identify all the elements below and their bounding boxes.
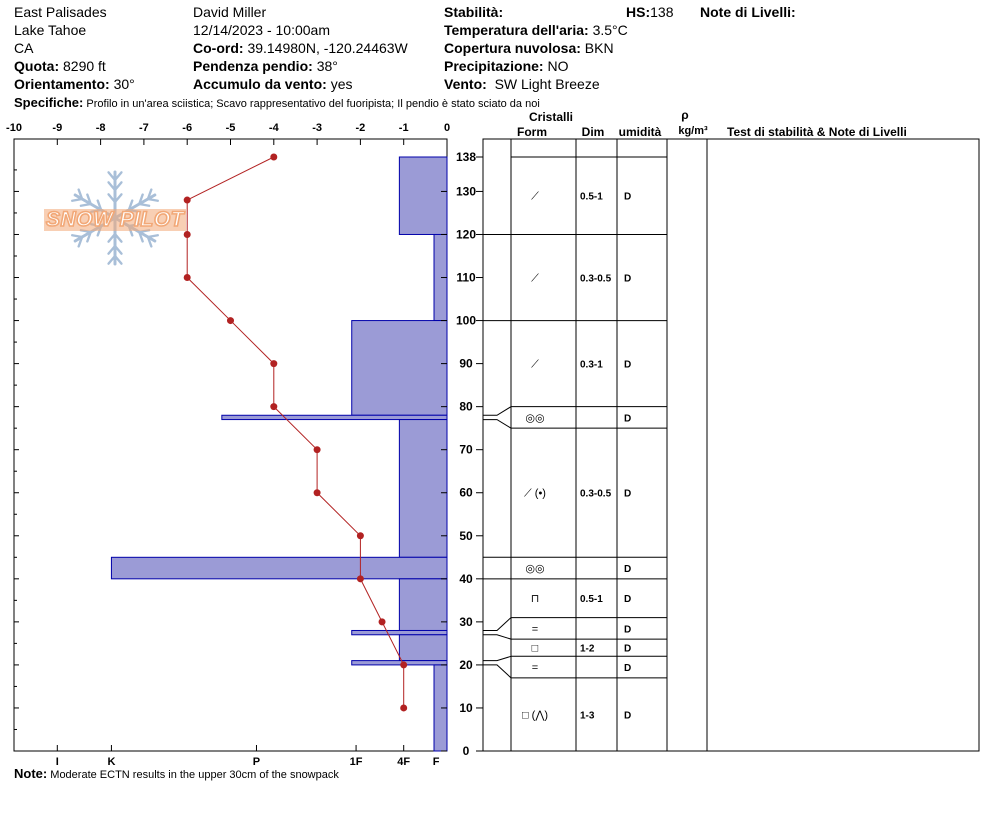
layer-notes-label: Note di Livelli: — [700, 4, 796, 20]
temp-tick-label: -9 — [52, 122, 63, 134]
temperature-point — [270, 154, 277, 161]
hardness-tick-label: 4F — [397, 756, 411, 768]
aspect-label: Orientamento: — [14, 76, 110, 92]
layer-connector — [483, 618, 511, 631]
observer: David Miller — [193, 4, 267, 20]
temp-tick-label: -6 — [182, 122, 193, 134]
layer-connector — [483, 420, 511, 429]
layer-connector — [483, 665, 511, 678]
layer-moisture: D — [624, 710, 632, 722]
temperature-point — [357, 532, 364, 539]
temp-tick-label: -10 — [6, 122, 22, 134]
area: Lake Tahoe — [14, 22, 87, 38]
layer-moisture: D — [624, 624, 632, 636]
hardness-axis — [56, 745, 440, 768]
temperature-point — [314, 446, 321, 453]
layer-connector — [483, 407, 511, 416]
header-crystals: Cristalli — [528, 110, 574, 124]
crystal-form: = — [531, 662, 539, 675]
temperature-line — [187, 157, 404, 708]
height-tick-label: 0 — [462, 744, 470, 758]
air-temp-label: Temperatura dell'aria: — [444, 22, 589, 38]
header-form: Form — [517, 125, 547, 139]
hs-label: HS: — [626, 4, 651, 20]
temperature-point — [270, 360, 277, 367]
layer-table — [483, 139, 707, 751]
height-tick-label: 50 — [459, 528, 473, 543]
crystal-form: ⊓ — [530, 593, 540, 606]
sky-label: Copertura nuvolosa: — [444, 40, 581, 56]
elevation-label: Quota: — [14, 58, 60, 74]
snowflake-branch — [81, 204, 91, 206]
crystal-size: 0.3-0.5 — [580, 273, 612, 285]
crystal-form: = — [531, 623, 539, 636]
snowflake-branch — [148, 199, 158, 201]
height-tick-label: 10 — [459, 700, 473, 715]
header-moisture: umidità — [618, 125, 662, 139]
layer-moisture: D — [624, 663, 632, 675]
footer-note — [14, 766, 339, 781]
temp-tick-label: -4 — [268, 122, 279, 134]
temperature-point — [400, 704, 407, 711]
snowflake-branch — [72, 235, 82, 237]
hardness-bar — [352, 321, 447, 416]
crystal-form: ⟋ (•) — [524, 487, 546, 500]
crystal-size: 1-2 — [580, 643, 595, 655]
height-tick-label: 40 — [459, 571, 473, 586]
layer-moisture: D — [624, 488, 632, 500]
air-temp-value: 3.5°C — [592, 22, 628, 38]
datetime: 12/14/2023 - 10:00am — [193, 22, 330, 38]
layer-connector — [483, 635, 511, 639]
footer-note-text: Moderate ECTN results in the upper 30cm of the snowpack — [50, 769, 339, 781]
height-tick-label: 70 — [459, 442, 473, 457]
stability-label: Stabilità: — [444, 4, 504, 20]
crystal-form: ⟋ — [531, 358, 539, 371]
specifics-label: Specifiche: — [14, 95, 84, 110]
temp-tick-label: -5 — [225, 122, 236, 134]
snowflake-branch — [72, 199, 82, 201]
wind-label: Vento: — [444, 76, 487, 92]
layer-connector — [483, 656, 511, 660]
sky-value: BKN — [584, 40, 614, 56]
layer-moisture: D — [624, 359, 632, 371]
hs-value: 138 — [650, 4, 674, 20]
crystal-form: □ — [531, 642, 539, 655]
slope-label: Pendenza pendio: — [193, 58, 313, 74]
header-density: kg/m³ — [678, 125, 708, 137]
temperature-point — [184, 231, 191, 238]
crystal-form: ◎◎ — [525, 412, 545, 425]
crystal-form: □ (⋀) — [521, 709, 549, 722]
height-tick-label: 138 — [455, 150, 477, 164]
temperature-point — [184, 197, 191, 204]
height-tick-label: 20 — [459, 657, 473, 672]
hardness-tick-label: F — [432, 756, 440, 768]
temperature-point — [357, 575, 364, 582]
temperature-axis — [6, 122, 450, 145]
coord-label: Co-ord: — [193, 40, 244, 56]
header-dim: Dim — [581, 125, 605, 139]
footer-note-label: Note: — [14, 766, 48, 781]
temp-tick-label: 0 — [443, 122, 451, 134]
hardness-tick-label: K — [107, 756, 116, 768]
temp-tick-label: -7 — [139, 122, 149, 134]
crystal-form: ◎◎ — [525, 563, 545, 576]
height-tick-label: 120 — [455, 227, 477, 242]
hardness-tick-label: I — [55, 756, 59, 768]
layer-moisture: D — [624, 273, 632, 285]
header-tests: Test di stabilità & Note di Livelli — [727, 125, 907, 139]
hardness-bar — [399, 579, 447, 631]
temperature-point — [227, 317, 234, 324]
temp-tick-label: -2 — [355, 122, 366, 134]
temperature-point — [184, 274, 191, 281]
height-tick-label: 80 — [459, 399, 473, 414]
hardness-bar — [111, 557, 447, 579]
slope-value: 38° — [316, 58, 338, 74]
temp-tick-label: -1 — [398, 122, 409, 134]
crystal-form: ⟋ — [531, 272, 539, 285]
wind-value: SW Light Breeze — [494, 76, 600, 92]
crystal-form: ⟋ — [531, 190, 539, 203]
crystal-size: 0.5-1 — [580, 594, 603, 606]
logo-text: SNOW PILOT — [46, 208, 184, 231]
layer-table-frame — [483, 139, 979, 751]
elevation-value: 8290 ft — [63, 58, 106, 74]
height-tick-label: 110 — [456, 270, 476, 285]
height-tick-label: 90 — [459, 356, 473, 371]
temp-tick-label: -8 — [95, 122, 106, 134]
coord-value: 39.14980N, -120.24463W — [247, 40, 408, 56]
temperature-point — [314, 489, 321, 496]
height-tick-label: 60 — [459, 485, 473, 500]
hardness-bar — [399, 157, 447, 234]
hardness-bar — [399, 635, 447, 661]
snowflake-branch — [139, 204, 149, 206]
crystal-size: 1-3 — [580, 710, 595, 722]
temperature-point — [379, 618, 386, 625]
crystal-size: 0.3-0.5 — [580, 488, 612, 500]
aspect-value: 30° — [113, 76, 135, 92]
height-tick-label: 100 — [455, 313, 477, 328]
wind-load-label: Accumulo da vento: — [193, 76, 327, 92]
layer-moisture: D — [624, 191, 632, 203]
height-tick-label: 130 — [455, 184, 477, 199]
layer-moisture: D — [624, 643, 632, 655]
temperature-profile — [184, 154, 408, 712]
snowpilot-logo — [44, 172, 186, 264]
layer-moisture: D — [624, 413, 632, 425]
temp-tick-label: -3 — [312, 122, 322, 134]
hardness-layers — [111, 157, 447, 751]
snowflake-branch — [148, 235, 158, 237]
height-tick-label: 30 — [459, 614, 473, 629]
specifics-text: Profilo in un'area sciistica; Scavo rappresentativo del fuoripista; Il pendio è stato sciato da noi — [86, 98, 540, 110]
location: East Palisades — [14, 4, 107, 20]
layer-moisture: D — [624, 564, 632, 576]
layer-moisture: D — [624, 594, 632, 606]
temperature-point — [270, 403, 277, 410]
hardness-tick-label: P — [252, 756, 261, 768]
crystal-size: 0.3-1 — [580, 359, 603, 371]
wind-load-value: yes — [330, 76, 353, 92]
hardness-bar — [352, 661, 447, 665]
state: CA — [14, 40, 34, 56]
temperature-point — [400, 661, 407, 668]
header-rho: ρ — [681, 108, 689, 122]
hardness-bar — [222, 415, 447, 419]
precip-value: NO — [547, 58, 569, 74]
precip-label: Precipitazione: — [444, 58, 544, 74]
hardness-bar — [399, 420, 447, 558]
crystal-size: 0.5-1 — [580, 191, 603, 203]
hardness-tick-label: 1F — [349, 756, 363, 768]
hardness-bar — [352, 630, 447, 634]
